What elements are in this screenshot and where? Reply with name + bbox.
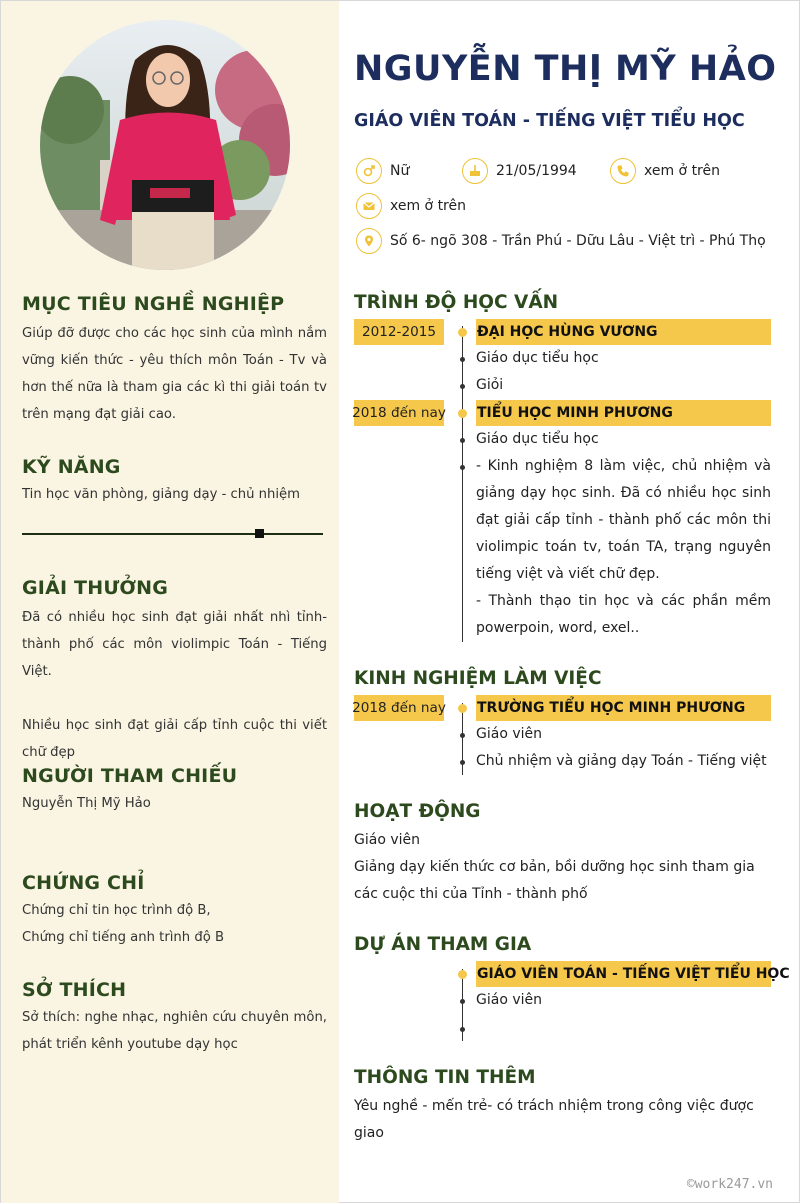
- timeline-bullet: [460, 438, 465, 443]
- skills-text: Tin học văn phòng, giảng dạy - chủ nhiệm: [22, 487, 301, 502]
- timeline-dot: [458, 704, 467, 713]
- awards-heading: GIẢI THƯỞNG: [22, 577, 169, 599]
- skills-section: [22, 456, 327, 508]
- certificates-section: [22, 872, 327, 951]
- education-date: 2018 đến nay: [354, 400, 444, 426]
- education-school: TIỂU HỌC MINH PHƯƠNG: [476, 400, 771, 426]
- address-value: Số 6- ngõ 308 - Trần Phú - Dữu Lâu - Việt trì - Phú Thọ: [390, 233, 766, 249]
- birthdate-info: [462, 158, 577, 184]
- timeline-bullet: [460, 1027, 465, 1032]
- phone-icon: [610, 158, 636, 184]
- skills-heading: KỸ NĂNG: [22, 456, 121, 478]
- education-detail: Giáo dục tiểu học: [476, 431, 599, 447]
- gender-icon: [356, 158, 382, 184]
- references-text: Nguyễn Thị Mỹ Hảo: [22, 796, 151, 811]
- hobbies-text: Sở thích: nghe nhạc, nghiên cứu chuyên môn, phát triển kênh youtube dạy học: [22, 1010, 327, 1052]
- email-icon: [356, 193, 382, 219]
- project-detail: Giáo viên: [476, 992, 542, 1008]
- certificate-item: Chứng chỉ tin học trình độ B,: [22, 903, 211, 918]
- education-heading: TRÌNH ĐỘ HỌC VẤN: [354, 292, 559, 313]
- objective-heading: MỤC TIÊU NGHỀ NGHIỆP: [22, 293, 285, 315]
- certificate-item: Chứng chỉ tiếng anh trình độ B: [22, 930, 225, 945]
- skill-level-bar: [22, 533, 323, 535]
- phone-info[interactable]: [610, 158, 720, 184]
- project-name: GIÁO VIÊN TOÁN - TIẾNG VIỆT TIỂU HỌC: [476, 961, 771, 987]
- hobbies-section: [22, 979, 327, 1058]
- projects-heading: DỰ ÁN THAM GIA: [354, 934, 532, 955]
- education-timeline: [462, 326, 463, 642]
- certificates-heading: CHỨNG CHỈ: [22, 872, 145, 894]
- experience-company: TRƯỜNG TIỂU HỌC MINH PHƯƠNG: [476, 695, 771, 721]
- activities-role: Giáo viên: [354, 832, 420, 848]
- skill-level-marker: [255, 529, 264, 538]
- education-detail: - Thành thạo tin học và các phần mềm powerpoin, word, exel..: [476, 593, 771, 636]
- gender-value: Nữ: [390, 163, 410, 179]
- experience-date: 2018 đến nay: [354, 695, 444, 721]
- timeline-bullet: [460, 760, 465, 765]
- gender-info: [356, 158, 409, 184]
- education-date: 2012-2015: [354, 319, 444, 345]
- awards-text-1: Đã có nhiều học sinh đạt giải nhất nhì tỉnh- thành phố các môn violimpic Toán - Tiếng Việt.: [22, 610, 327, 679]
- experience-detail: Chủ nhiệm và giảng dạy Toán - Tiếng việt: [476, 753, 767, 769]
- timeline-dot: [458, 409, 467, 418]
- education-school: ĐẠI HỌC HÙNG VƯƠNG: [476, 319, 771, 345]
- objective-section: [22, 293, 327, 428]
- timeline-bullet: [460, 357, 465, 362]
- awards-text-2: Nhiều học sinh đạt giải cấp tỉnh cuộc thi viết chữ đẹp: [22, 718, 327, 760]
- timeline-bullet: [460, 999, 465, 1004]
- timeline-dot: [458, 970, 467, 979]
- timeline-bullet: [460, 733, 465, 738]
- timeline-bullet: [460, 384, 465, 389]
- timeline-bullet: [460, 465, 465, 470]
- hobbies-heading: SỞ THÍCH: [22, 979, 127, 1001]
- education-detail: - Kinh nghiệm 8 làm việc, chủ nhiệm và giảng dạy học sinh. Đã có nhiều học sinh đạt giải cấp tỉnh - thành phố các môn thi violimpic toán tv, toán TA, trạng nguyên tiếng việt và viết chữ đẹp.: [476, 458, 771, 582]
- activities-text: Giảng dạy kiến thức cơ bản, bồi dưỡng học sinh tham gia các cuộc thi của Tỉnh - thành phố: [354, 859, 755, 902]
- email-value: xem ở trên: [390, 198, 466, 214]
- references-heading: NGƯỜI THAM CHIẾU: [22, 765, 238, 787]
- objective-text: Giúp đỡ được cho các học sinh của mình nắm vững kiến thức - yêu thích môn Toán - Tv và hơn thế nữa là tham gia các kì thi giải toán tv trên mạng đạt giải cao.: [22, 326, 327, 422]
- activities-heading: HOẠT ĐỘNG: [354, 801, 481, 822]
- education-detail: Giỏi: [476, 377, 504, 393]
- address-info: [356, 228, 766, 254]
- email-info[interactable]: [356, 193, 466, 219]
- birthdate-value: 21/05/1994: [496, 163, 577, 179]
- candidate-name: NGUYỄN THỊ MỸ HẢO: [354, 49, 777, 89]
- main-content: [339, 1, 800, 1203]
- profile-photo: [40, 20, 290, 270]
- phone-value: xem ở trên: [644, 163, 720, 179]
- awards-section: [22, 577, 327, 766]
- sidebar: [1, 1, 339, 1203]
- experience-detail: Giáo viên: [476, 726, 542, 742]
- extra-text: Yêu nghề - mến trẻ- có trách nhiệm trong công việc được giao: [354, 1098, 754, 1141]
- experience-heading: KINH NGHIỆM LÀM VIỆC: [354, 668, 602, 689]
- birthday-cake-icon: [462, 158, 488, 184]
- job-title: GIÁO VIÊN TOÁN - TIẾNG VIỆT TIỂU HỌC: [354, 111, 745, 131]
- watermark: ©work247.vn: [686, 1177, 773, 1192]
- extra-heading: THÔNG TIN THÊM: [354, 1067, 536, 1088]
- location-icon: [356, 228, 382, 254]
- timeline-dot: [458, 328, 467, 337]
- references-section: [22, 765, 327, 817]
- education-detail: Giáo dục tiểu học: [476, 350, 599, 366]
